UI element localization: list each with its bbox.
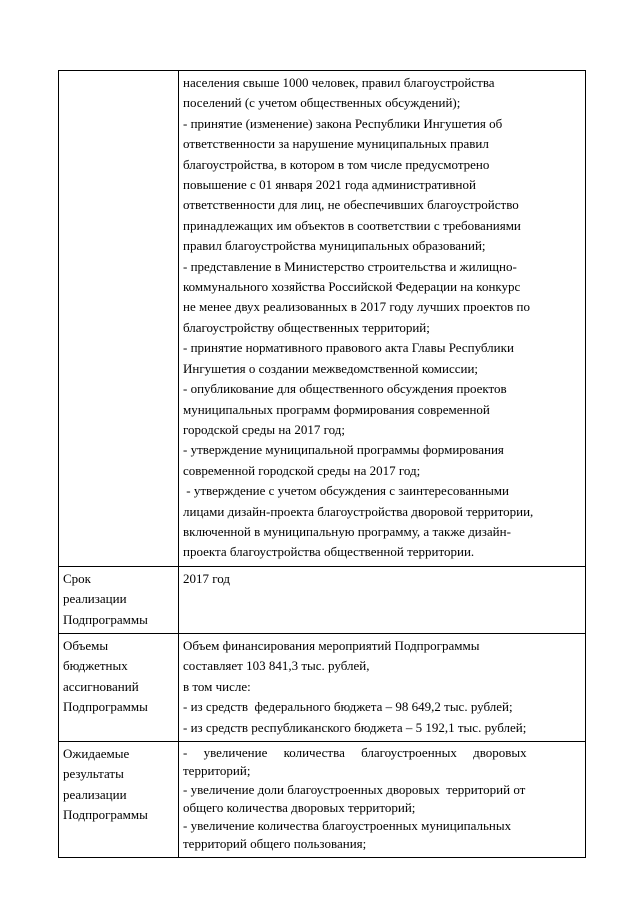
text-line: не менее двух реализованных в 2017 году лучших проектов по [183,299,530,315]
text-line: - принятие (изменение) закона Республики Ингушетия об [183,115,503,131]
text-line: коммунального хозяйства Российской Федерации на конкурс [183,279,521,295]
text-line: общего количества дворовых территорий; [183,799,416,815]
table-row [59,71,586,567]
text-line: территорий; [183,763,251,779]
text-line: благоустройства, в котором в том числе предусмотрено [183,156,490,172]
text-line: - представление в Министерство строительства и жилищно- [183,258,517,274]
text-line: в том числе: [183,678,251,694]
text-line: городской среды на 2017 год; [183,421,345,437]
text-line: - из средств федерального бюджета – 98 649,2 тыс. рублей; [183,699,513,715]
text-line: Ингушетия о создании межведомственной комиссии; [183,360,479,376]
row-content-cell [179,71,586,567]
label-line: Подпрограммы [63,807,148,823]
text-line: благоустройству общественных территорий; [183,319,430,335]
text-line: - увеличение количества благоустроенных муниципальных [183,818,512,834]
text-line: - принятие нормативного правового акта Главы Республики [183,340,514,356]
text-line: - увеличение количества благоустроенных дворовых [183,745,527,760]
text-line: населения свыше 1000 человек, правил благоустройства [183,75,495,90]
label-line: ассигнований [63,678,139,694]
text-line: ответственности за нарушение муниципальных правил [183,136,489,152]
text-line: - увеличение доли благоустроенных дворовых территорий от [183,781,526,797]
text-line: проекта благоустройства общественной территории. [183,544,475,560]
row-label-cell [59,566,179,633]
text-line: - опубликование для общественного обсуждения проектов [183,381,507,397]
text-line: составляет 103 841,3 тыс. рублей, [183,658,370,674]
table-row [59,633,586,741]
text-line: - утверждение с учетом обсуждения с заинтересованными [183,483,509,499]
text-line: Объем финансирования мероприятий Подпрограммы [183,637,480,653]
label-line: бюджетных [63,658,128,674]
row-content-cell [179,742,586,858]
label-line: реализации [63,591,127,607]
text-line: - из средств республиканского бюджета – 5 192,1 тыс. рублей; [183,719,527,735]
label-line: Срок [63,570,91,586]
text-line: принадлежащих им объектов в соответствии с требованиями [183,217,521,233]
text-line: повышение с 01 января 2021 года административной [183,177,476,193]
text-line: правил благоустройства муниципальных образований; [183,238,486,254]
table-row [59,742,586,858]
label-line: реализации [63,786,127,802]
row-content-cell [179,566,586,633]
row-label-cell [59,742,179,858]
text-line: поселений (с учетом общественных обсуждений); [183,95,461,111]
text-line: - утверждение муниципальной программы формирования [183,442,504,458]
row-content-cell [179,633,586,741]
label-line: Подпрограммы [63,611,148,627]
text-line: лицами дизайн-проекта благоустройства дворовой территории, [183,503,534,519]
text-line: муниципальных программ формирования современной [183,401,490,417]
text-line: 2017 год [183,570,230,586]
label-line: Ожидаемые [63,746,130,761]
text-line: включенной в муниципальную программу, а также дизайн- [183,523,511,539]
program-passport-table [58,70,586,858]
table-row [59,566,586,633]
text-line: ответственности для лиц, не обеспечивших благоустройство [183,197,519,213]
row-label-cell [59,633,179,741]
row-label-cell [59,71,179,567]
label-line: Объемы [63,637,109,653]
label-line: результаты [63,766,124,782]
text-line: территорий общего пользования; [183,836,367,852]
text-line: современной городской среды на 2017 год; [183,462,421,478]
label-line: Подпрограммы [63,699,148,715]
